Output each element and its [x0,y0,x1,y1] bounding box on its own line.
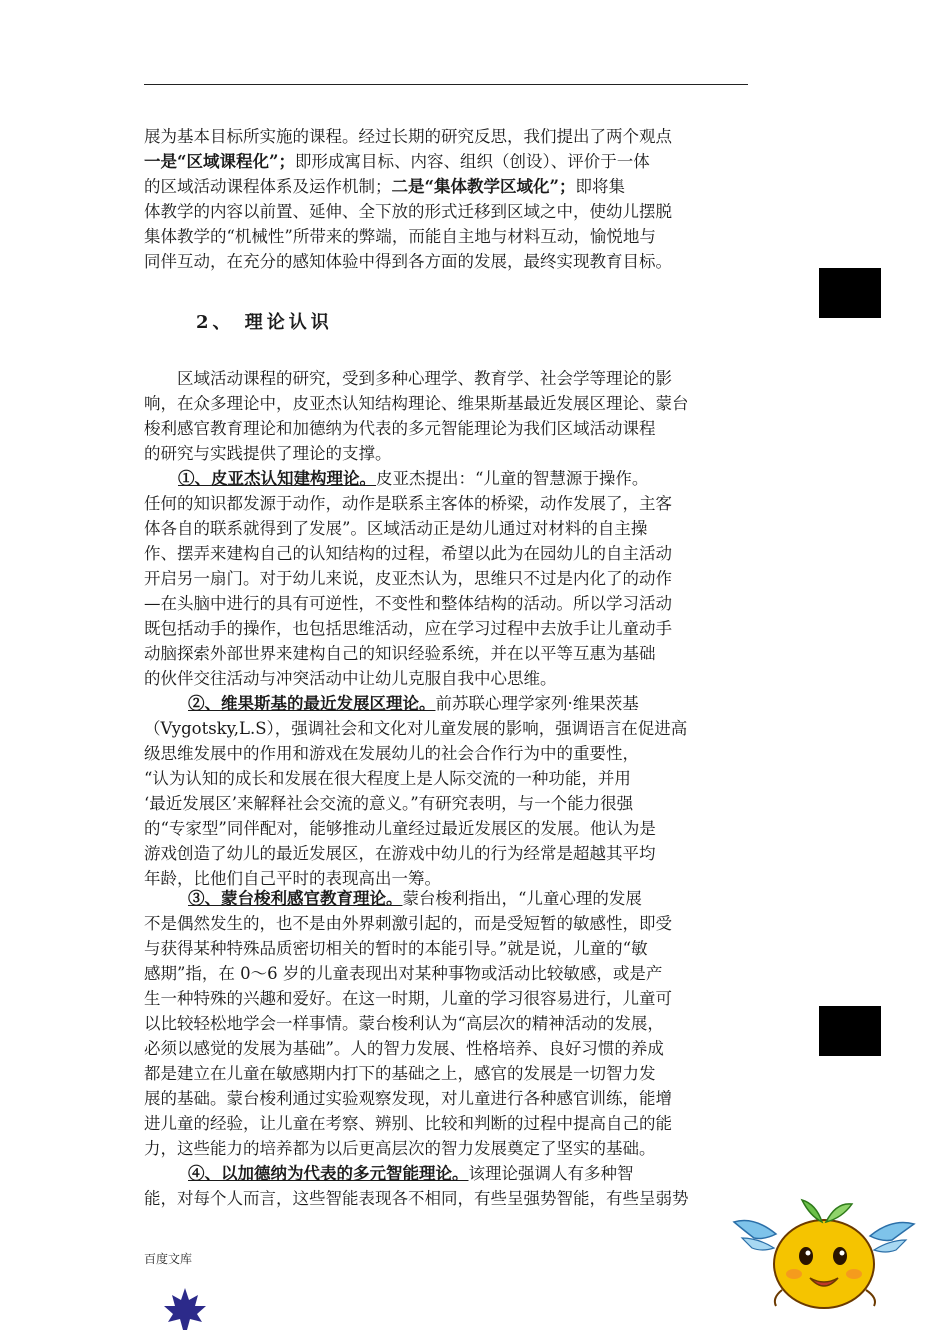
text-line: 游戏创造了幼儿的最近发展区，在游戏中幼儿的行为经常是超越其平均 [144,844,656,863]
subsection-title-vygotsky: ②、维果斯基的最近发展区理论。 [188,694,436,713]
text-line [144,149,748,174]
viewpoint-2: 二是“集体教学区域化”； [391,177,576,196]
text-line: 都是建立在儿童在敏感期内打下的基础之上，感官的发展是一切智力发 [144,1064,656,1083]
paragraph-theory-intro [144,366,748,466]
subsection-title-piaget: ①、皮亚杰认知建构理论。 [178,469,376,488]
text-line: 区域活动课程的研究，受到多种心理学、教育学、社会学等理论的影 [144,369,672,388]
section-heading: 2、 理论认识 [196,312,333,333]
paragraph-piaget [144,466,748,691]
text-line: 展为基本目标所实施的课程。经过长期的研究反思，我们提出了两个观点 [144,127,672,146]
text-span: 即形成寓目标、内容、组织（创设）、评价于一体 [294,152,650,171]
text-line: 不是偶然发生的，也不是由外界刺激引起的，而是受短暂的敏感性，即受 [144,914,672,933]
text-line: —在头脑中进行的具有可逆性，不变性和整体结构的活动。所以学习活动 [144,594,672,613]
text-line [144,1161,748,1186]
text-span: 蒙台梭利指出，“儿童心理的发展 [402,889,642,908]
paragraph-gardner [144,1161,748,1211]
text-span: 该理论强调人有多种智 [468,1164,634,1183]
text-line [144,466,748,491]
text-line: 梭利感官教育理论和加德纳为代表的多元智能理论为我们区域活动课程 [144,419,656,438]
text-line: 进儿童的经验，让儿童在考察、辨别、比较和判断的过程中提高自己的能 [144,1114,672,1133]
text-line: 以比较轻松地学会一样事情。蒙台梭利认为“高层次的精神活动的发展， [144,1014,664,1033]
text-line: 力，这些能力的培养都为以后更高层次的智力发展奠定了坚实的基础。 [144,1139,656,1158]
text-line: 展的基础。蒙台梭利通过实验观察发现，对儿童进行各种感官训练，能增 [144,1089,672,1108]
text-line: 响，在众多理论中，皮亚杰认知结构理论、维果斯基最近发展区理论、蒙台 [144,394,689,413]
text-line [144,174,748,199]
text-line: （Vygotsky,L.S），强调社会和文化对儿童发展的影响，强调语言在促进高 [144,719,688,738]
text-line: 级思维发展中的作用和游戏在发展幼儿的社会合作行为中的重要性， [144,744,639,763]
header-rule [144,84,748,85]
text-line: 的伙伴交往活动与冲突活动中让幼儿克服自我中心思维。 [144,669,557,688]
text-span: 前苏联心理学家列·维果茨基 [435,694,639,713]
subsection-title-gardner: ④、以加德纳为代表的多元智能理论。 [188,1164,469,1183]
text-line: 与获得某种特殊品质密切相关的暂时的本能引导。”就是说，儿童的“敏 [144,939,648,958]
text-line: 同伴互动，在充分的感知体验中得到各方面的发展，最终实现教育目标。 [144,252,672,271]
text-line: 开启另一扇门。对于幼儿来说，皮亚杰认为，思维只不过是内化了的动作 [144,569,672,588]
text-line: “认为认知的成长和发展在很大程度上是人际交流的一种功能，并用 [144,769,631,788]
text-line [144,691,748,716]
black-box-bottom [819,1006,881,1056]
text-line: 作、摆弄来建构自己的认知结构的过程，希望以此为在园幼儿的自主活动 [144,544,672,563]
black-box-top [819,268,881,318]
paragraph-intro-continued [144,124,748,274]
text-line: ‘最近发展区’来解释社会交流的意义。”有研究表明，与一个能力很强 [144,794,634,813]
text-line: 动脑探索外部世界来建构自己的知识经验系统，并在以平等互惠为基础 [144,644,656,663]
apple-mascot-icon [724,1194,924,1312]
footer-label: 百度文库 [144,1252,193,1266]
text-span: 皮亚杰提出：“儿童的智慧源于操作。 [376,469,649,488]
text-line: 任何的知识都发源于动作，动作是联系主客体的桥梁，动作发展了，主客 [144,494,672,513]
paragraph-montessori [144,886,748,1161]
text-line: 感期”指，在 0～6 岁的儿童表现出对某种事物或活动比较敏感，或是产 [144,964,663,983]
text-line: 的“专家型”同伴配对，能够推动儿童经过最近发展区的发展。他认为是 [144,819,656,838]
text-line: 体教学的内容以前置、延伸、全下放的形式迁移到区域之中，使幼儿摆脱 [144,202,672,221]
text-line: 既包括动手的操作，也包括思维活动，应在学习过程中去放手让儿童动手 [144,619,672,638]
text-line: 生一种特殊的兴趣和爱好。在这一时期，儿童的学习很容易进行，儿童可 [144,989,672,1008]
text-span: 的区域活动课程体系及运作机制； [144,177,392,196]
text-line: 体各自的联系就得到了发展”。区域活动正是幼儿通过对材料的自主操 [144,519,648,538]
paragraph-vygotsky [144,691,748,891]
subsection-title-montessori: ③、蒙台梭利感官教育理论。 [188,889,403,908]
text-span: 即将集 [575,177,625,196]
text-line: 集体教学的“机械性”所带来的弊端，而能自主地与材料互动，愉悦地与 [144,227,656,246]
viewpoint-1: 一是“区域课程化”； [144,152,295,171]
text-line: 必须以感觉的发展为基础”。人的智力发展、性格培养、良好习惯的养成 [144,1039,664,1058]
text-line: 年龄，比他们自己平时的表现高出一筹。 [144,869,441,888]
text-line: 能，对每个人而言，这些智能表现各不相同，有些呈强势智能，有些呈弱势 [144,1189,689,1208]
maple-leaf-icon [162,1286,208,1332]
text-line: 的研究与实践提供了理论的支撑。 [144,444,392,463]
text-line [144,886,748,911]
